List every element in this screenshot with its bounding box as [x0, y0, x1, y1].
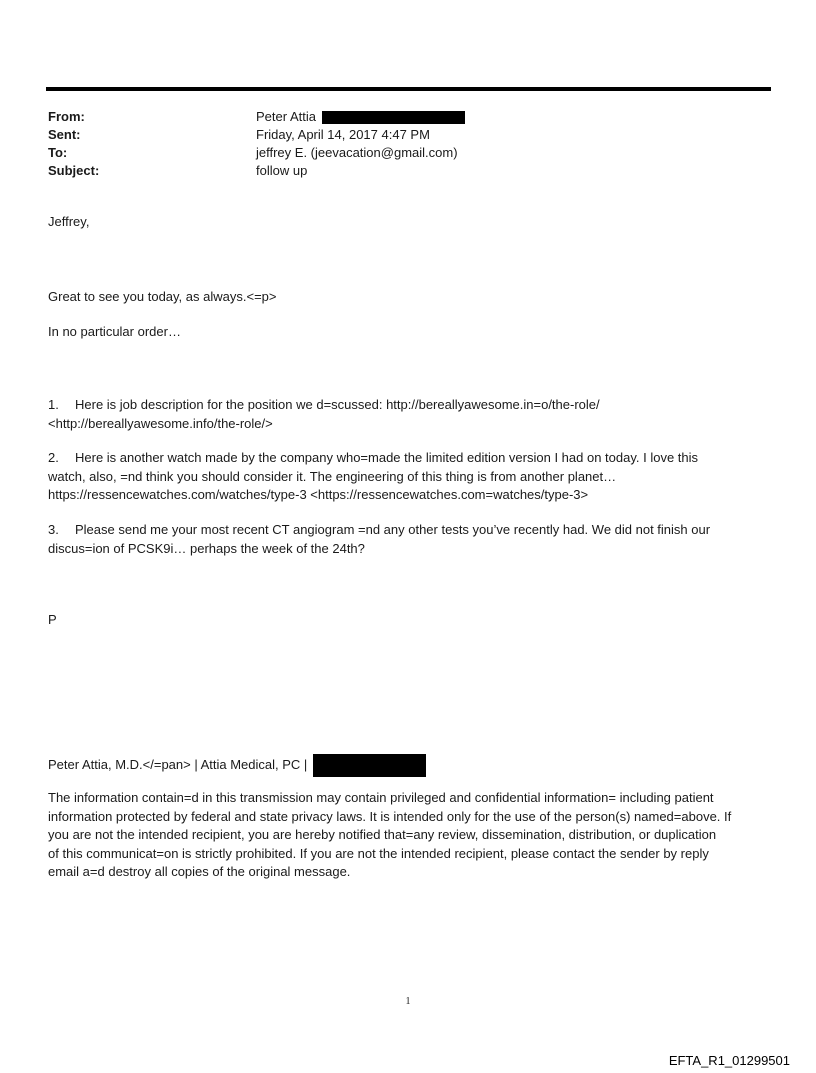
- signoff: P: [48, 612, 57, 627]
- disclaimer-line: information protected by federal and state privacy laws. It is intended only for the use of the person(s) named=above. If: [48, 808, 732, 824]
- list-item-text: discus=ion of PCSK9i… perhaps the week of the 24th?: [48, 540, 365, 556]
- body-line-1: Great to see you today, as always.<=p>: [48, 289, 277, 304]
- redaction-bar: [322, 111, 465, 124]
- disclaimer: [48, 789, 763, 882]
- sent-label: Sent:: [48, 127, 81, 142]
- subject-value: follow up: [256, 163, 308, 178]
- to-label: To:: [48, 145, 68, 160]
- list-item-text: Please send me your most recent CT angiogram =nd any other tests you’ve recently had. We did not finish our: [75, 522, 711, 537]
- list-item-text: Here is another watch made by the company who=made the limited edition version I had on today. I love this: [75, 450, 699, 465]
- sent-value: Friday, April 14, 2017 4:47 PM: [256, 127, 430, 142]
- list-item-2: [48, 449, 763, 505]
- header-rule: [46, 87, 771, 91]
- list-item-text: Here is job description for the position we d=scussed: http://bereallyawesome.in=o/the-role/: [75, 397, 600, 412]
- list-item-number: 2.: [48, 450, 59, 465]
- disclaimer-line: The information contain=d in this transmission may contain privileged and confidential information= including patient: [48, 790, 714, 805]
- subject-label: Subject:: [48, 163, 100, 178]
- list-item-1: [48, 396, 763, 433]
- page-number: 1: [405, 996, 411, 1007]
- disclaimer-line: email a=d destroy all copies of the original message.: [48, 864, 351, 879]
- document-id: EFTA_R1_01299501: [668, 1053, 790, 1068]
- list-item-3: [48, 521, 763, 558]
- list-item-text: <http://bereallyawesome.info/the-role/>: [48, 415, 273, 431]
- to-value: jeffrey E. (jeevacation@gmail.com): [256, 145, 458, 160]
- disclaimer-line: of this communicat=on is strictly prohibited. If you are not the intended recipient, please contact the sender by reply: [48, 845, 709, 861]
- body-line-2: In no particular order…: [48, 324, 181, 339]
- from-label: From:: [48, 109, 85, 124]
- from-value: [256, 108, 465, 126]
- from-name: Peter Attia: [256, 109, 316, 124]
- redaction-bar: [313, 754, 426, 777]
- greeting: Jeffrey,: [48, 214, 90, 229]
- list-item-number: 1.: [48, 397, 59, 412]
- list-item-text: watch, also, =nd think you should consider it. The engineering of this thing is from another planet…: [48, 468, 617, 484]
- signature-line: [48, 754, 763, 777]
- signature-text: Peter Attia, M.D.</=pan> | Attia Medical, PC |: [48, 756, 308, 772]
- disclaimer-line: you are not the intended recipient, you are hereby notified that=any review, dissemination, distribution, or duplication: [48, 827, 717, 842]
- list-item-number: 3.: [48, 522, 59, 537]
- list-item-text: https://ressencewatches.com/watches/type-3 <https://ressencewatches.com=watches/type-3>: [48, 487, 589, 502]
